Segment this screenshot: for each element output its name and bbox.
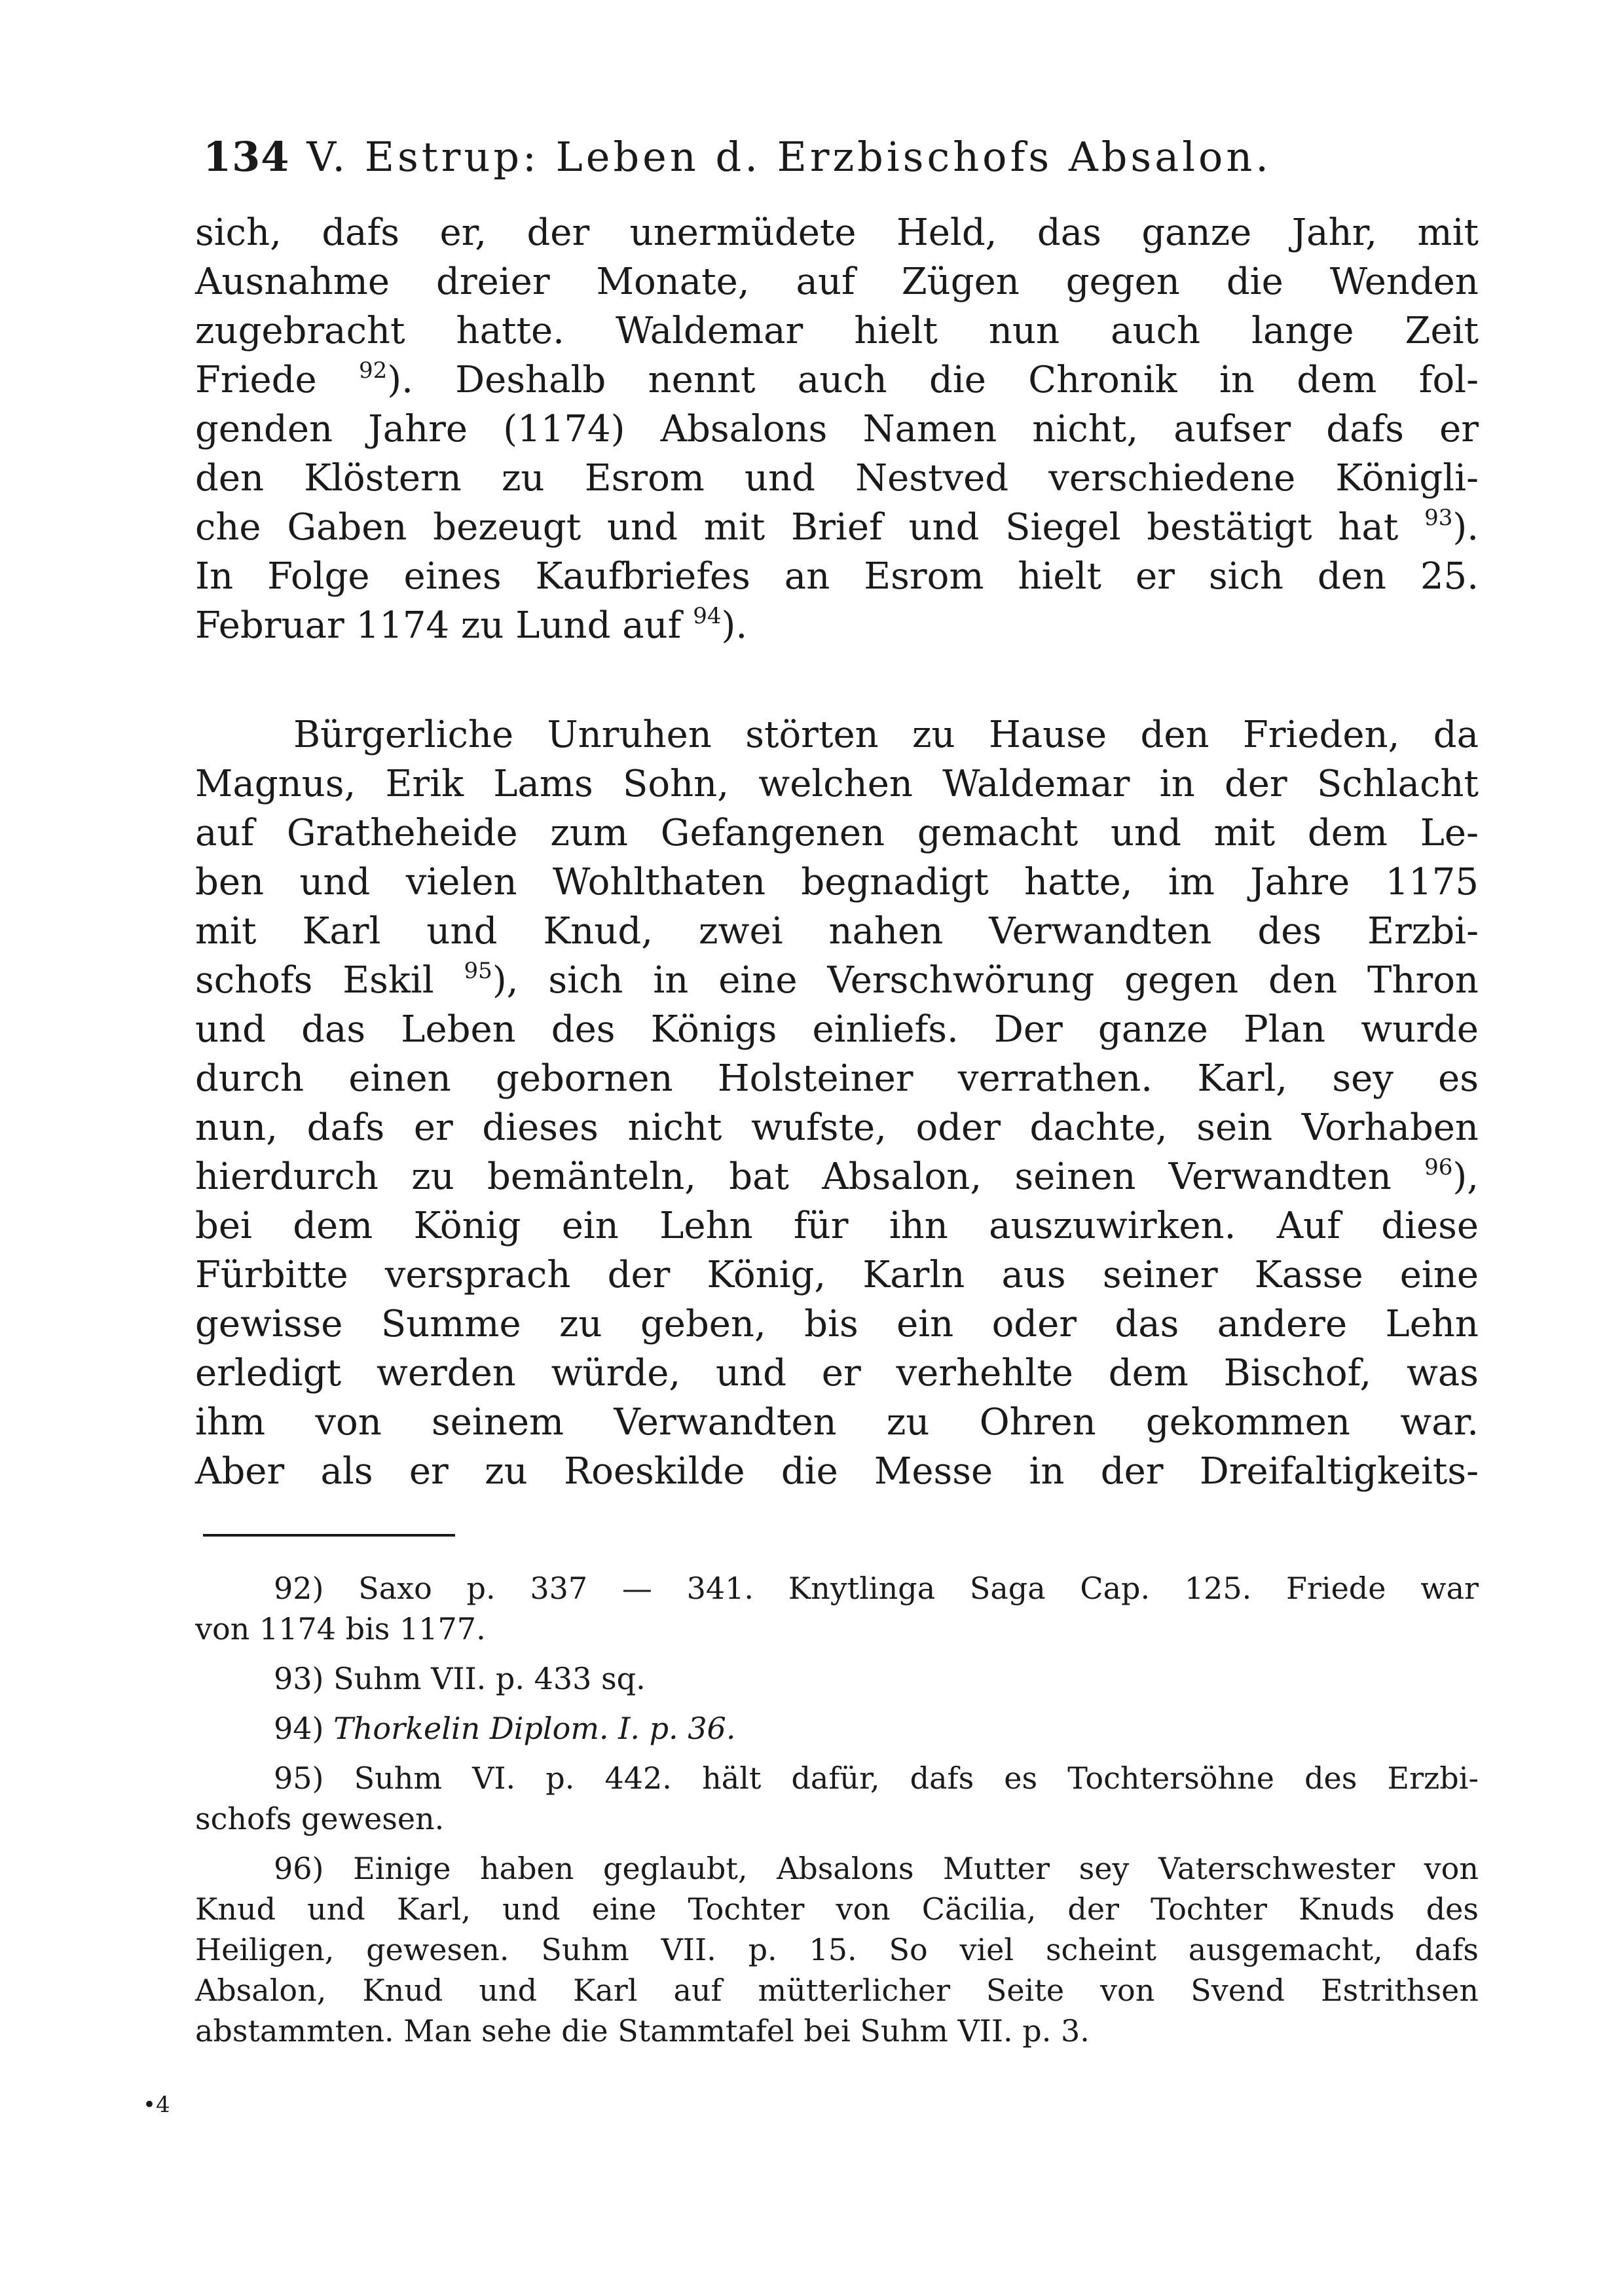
running-title: V. Estrup: Leben d. Erzbischofs Absalon. — [306, 133, 1272, 181]
footnote-line: schofs gewesen. — [195, 1801, 445, 1836]
text-line: Aber als er zu Roeskilde die Messe in der Dreifaltigkeits- — [195, 1450, 1479, 1493]
text-line: bei dem König ein Lehn für ihn auszuwirken. Auf diese — [195, 1205, 1479, 1247]
text-line: nun, dafs er dieses nicht wufste, oder dachte, sein Vorhaben — [195, 1106, 1479, 1149]
text-line: Februar 1174 zu Lund auf $^{94}$). — [195, 603, 748, 647]
text-line: den Klöstern zu Esrom und Nestved verschiedene Königli- — [195, 457, 1479, 500]
footnote-text: Suhm VII. p. 433 sq. — [333, 1661, 646, 1696]
footnote-line — [195, 1758, 1479, 1798]
text-line: hierdurch zu bemänteln, bat Absalon, seinen Verwandten $^{96}$), — [195, 1154, 1479, 1198]
text-line: che Gaben bezeugt und mit Brief und Siegel bestätigt hat $^{93}$). — [195, 505, 1479, 549]
paragraph-2 — [195, 710, 1479, 1496]
footnote-number: 92) — [274, 1571, 324, 1606]
footnote-line: Absalon, Knud und Karl auf mütterlicher Seite von Svend Estrithsen — [195, 1973, 1479, 2008]
text-line: Friede $^{92}$). Deshalb nennt auch die Chronik in dem fol- — [195, 357, 1479, 401]
footnote-number: 95) — [274, 1760, 324, 1796]
footnote-number: 96) — [274, 1851, 324, 1886]
footnote-92 — [195, 1568, 1479, 1649]
footnote-number: 93) — [274, 1661, 324, 1696]
footnote-marker: 96 — [1424, 1154, 1453, 1180]
text-line: erledigt werden würde, und er verhehlte dem Bischof, was — [195, 1352, 1479, 1394]
footnote-number: 94) — [274, 1711, 324, 1746]
footnote-line: Heiligen, gewesen. Suhm VII. p. 15. So viel scheint ausgemacht, dafs — [195, 1932, 1479, 1967]
text-line: auf Gratheheide zum Gefangenen gemacht und mit dem Le- — [195, 812, 1479, 854]
footnote-line — [195, 1568, 1479, 1609]
page-number: 134 — [203, 133, 290, 181]
footnote-line: abstammten. Man sehe die Stammtafel bei Suhm VII. p. 3. — [195, 2013, 1090, 2049]
text-line: durch einen gebornen Holsteiner verrathen. Karl, sey es — [195, 1057, 1479, 1100]
footnote-95 — [195, 1758, 1479, 1839]
footnote-text: Thorkelin Diplom. I. p. 36. — [333, 1711, 736, 1746]
footnote-marker: 95 — [464, 958, 492, 984]
text-line: Ausnahme dreier Monate, auf Zügen gegen die Wenden — [195, 261, 1479, 303]
footnote-text: Saxo p. 337 — 341. Knytlinga Saga Cap. 125. Friede war — [358, 1571, 1479, 1606]
footnote-line — [195, 1658, 1479, 1699]
footnote-text: Einige haben geglaubt, Absalons Mutter sey Vaterschwester von — [353, 1851, 1479, 1886]
text-line: mit Karl und Knud, zwei nahen Verwandten des Erzbi- — [195, 910, 1479, 953]
text-line: ben und vielen Wohlthaten begnadigt hatte, im Jahre 1175 — [195, 861, 1479, 903]
text-line: genden Jahre (1174) Absalons Namen nicht, aufser dafs er — [195, 408, 1479, 450]
paragraph-1 — [195, 208, 1479, 650]
footnote-rule — [203, 1534, 455, 1537]
footnote-marker: 93 — [1424, 505, 1453, 531]
text-line: In Folge eines Kaufbriefes an Esrom hielt er sich den 25. — [195, 555, 1479, 598]
footnotes — [195, 1568, 1479, 2051]
footnote-line: Knud und Karl, und eine Tochter von Cäcilia, der Tochter Knuds des — [195, 1891, 1479, 1927]
footnote-94 — [195, 1708, 1479, 1749]
footnote-93 — [195, 1658, 1479, 1699]
text-line: zugebracht hatte. Waldemar hielt nun auch lange Zeit — [195, 310, 1479, 352]
text-line: Fürbitte versprach der König, Karln aus seiner Kasse eine — [195, 1254, 1479, 1296]
footnote-line: von 1174 bis 1177. — [195, 1611, 486, 1647]
text-line: sich, dafs er, der unermüdete Held, das ganze Jahr, mit — [195, 211, 1479, 254]
footnote-line — [195, 1848, 1479, 1889]
text-line: und das Leben des Königs einliefs. Der ganze Plan wurde — [195, 1008, 1479, 1051]
running-header — [203, 128, 1480, 187]
footnote-96 — [195, 1848, 1479, 2051]
text-line: Bürgerliche Unruhen störten zu Hause den Frieden, da — [293, 714, 1479, 756]
text-line: Magnus, Erik Lams Sohn, welchen Waldemar in der Schlacht — [195, 763, 1479, 805]
footnote-text: Suhm VI. p. 442. hält dafür, dafs es Tochtersöhne des Erzbi- — [354, 1760, 1479, 1796]
footnote-line — [195, 1708, 1479, 1749]
footnote-marker: 92 — [359, 357, 388, 384]
text-line: ihm von seinem Verwandten zu Ohren gekommen war. — [195, 1401, 1479, 1444]
text-line: gewisse Summe zu geben, bis ein oder das andere Lehn — [195, 1303, 1479, 1345]
printer-mark: •4 — [143, 2092, 170, 2118]
text-line: schofs Eskil $^{95}$), sich in eine Verschwörung gegen den Thron — [195, 958, 1479, 1002]
footnote-marker: 94 — [693, 603, 722, 629]
